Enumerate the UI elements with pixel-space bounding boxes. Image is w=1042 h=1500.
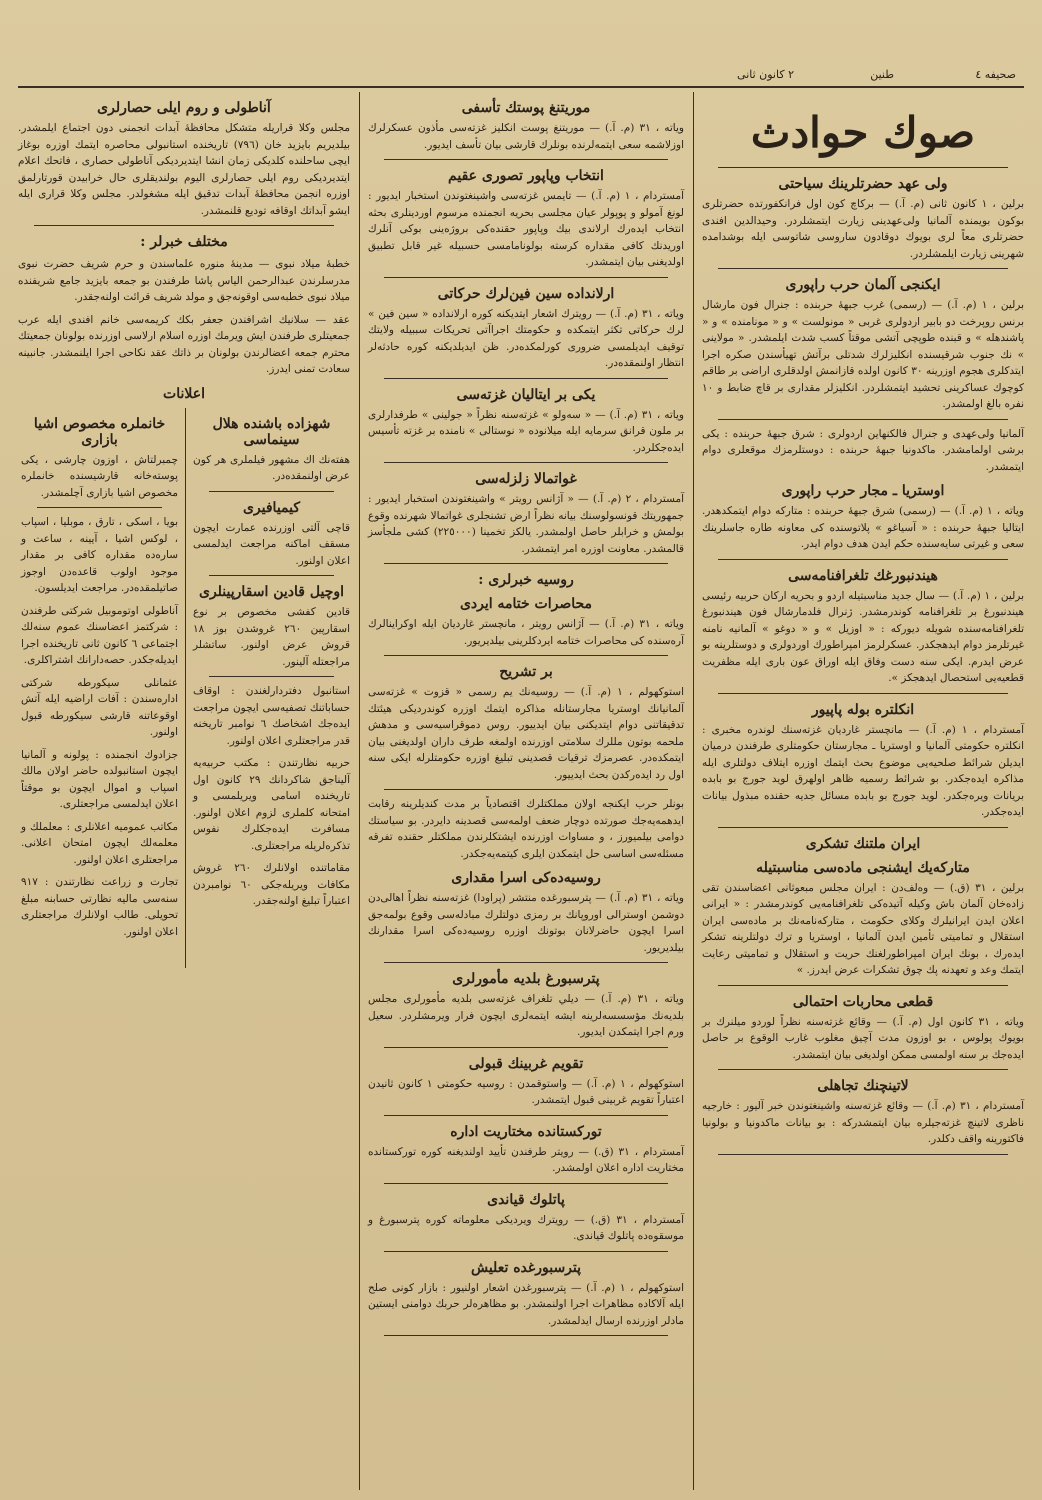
article-body: جزادوك انجمنده : پولونه و آلمانيا ايچون استانبولده حاضر اولان مالك اسپاب و اموال ايچون بو موقتاً اعلان ايدلمسى مراجعتلرى. xyxy=(21,748,178,810)
article xyxy=(364,1124,688,1177)
article-body: هفته‌نك اك مشهور فيلملرى هر كون عرض اولنمقده‌در. xyxy=(193,453,350,482)
article-title: انكلتره بوله پاپيور xyxy=(811,701,915,718)
divider xyxy=(718,1154,1008,1155)
article-title: انتخاب وپاپور تصورى عقيم xyxy=(448,168,604,184)
article xyxy=(364,870,688,956)
article-body: قاچى آلتى اوزرنده عمارت ايچون مسقف اماكنه مراجعت ايدلمسى اعلان اولنور. xyxy=(193,521,350,567)
article-title: پترسبورغ بلديه مأمورلرى xyxy=(452,971,600,987)
divider xyxy=(209,575,334,576)
divider xyxy=(718,559,1008,560)
article-title: توركستانده مختاريت اداره xyxy=(450,1123,602,1140)
article-body: وياته ، ٣١ كانون اول (م. آ.) — وقائع غزته‌سنه نظراً لوردو ميلنرك بر بويوك پولوس ، بو اوزون مدت آچيق مغلوب غارب الوقوع بر حاصل ايده‌جك بر سنه اولمسى ممكن اولديغى بيان ايتمشدر. xyxy=(702,1015,1024,1061)
article xyxy=(14,100,354,219)
article-body: عثمانلى سيكورطه شركتى اداره‌سندن : آفات اراضيه ايله آتش اوقوعاتنه قارشى سيكورطه قبول اولنور. xyxy=(21,676,178,738)
divider xyxy=(384,1251,668,1252)
article-body: حربيه نظارتندن : مكتب حربيه‌يه آليناجق شاكردانك ٢٩ كانون اول تاريخنده اسامى ويريلمسى و امتحانه كلملرى لزوم اعلان اولنور. مسافرت ايده‌جكلرك نفوس تذكره‌لريله مراجعتلرى. xyxy=(193,757,350,852)
article-title: هيندنبورغك تلغرافنامه‌سى xyxy=(788,567,938,584)
article xyxy=(17,874,182,940)
article-title: اعلانات xyxy=(163,385,205,402)
ads-area xyxy=(14,408,354,968)
article xyxy=(14,386,354,402)
divider xyxy=(718,693,1008,694)
divider xyxy=(718,985,1008,986)
article-title: قطعى محاربات احتمالى xyxy=(792,993,934,1010)
article-title: ايكنجى آلمان حرب راپورى xyxy=(785,277,941,293)
article-title: خانملره مخصوص اشيا بازارى xyxy=(33,415,166,448)
divider xyxy=(384,1335,668,1336)
divider xyxy=(718,268,1008,269)
divider xyxy=(718,1069,1008,1070)
page-label: صحيفه ٤ xyxy=(975,68,1016,81)
article-body: آمستردام ، ٢ (م. آ.) — « آژانس رويتر » واشينغتوندن استخبار ايديور : جمهوريتك قونسولوسنك بيانه نظراً ارض تشنجلرى غواتمالا شهرنده وقوع بولمش و خرابلر حاصل اولمشدر. يالكز تخمينا (٢٢٥٠٠٠) كشى ملجأسز قالمشدر. معاونت اوزره امر ايتمشدر. xyxy=(368,493,685,555)
article-title: ارلانداده سين فين‌لرك حركاتى xyxy=(437,285,615,302)
article-body: مجلس وكلا قراريله متشكل محافظۀ آبدات انجمنى دون اجتماع ايلمشدر. بيلديريم بايزيد خان (٧٩٦) تاريخنده استانبولى محاصره ايتمك اوزره بوغاز ايچى ساحلنده كلديكى زمان انشا ايتديرديكى آناطولى حصارى ، فاتحك اعلام ايتديرديكى روم ايلى حصارلرى اليوم بولنديقلرى حال خرابيدن قورتارلمق اوزره انجمن محافظۀ آبدات تدقيق ايله مشغولدر. مجلس وكلا قرارى ايله ايشو آبداتك اوقافه توديع قلنمشدر. xyxy=(18,122,350,217)
article-title: پاتلوك قياندى xyxy=(487,1191,565,1208)
article-title: موريتنغ پوستك تأسفى xyxy=(461,100,591,116)
article-body: آمستردام ، ٣١ (م. آ.) — وقائع غزته‌سنه واشينغتوندن خبر آليور : خارجيه ناظرى لاتينچ غزته‌جيلره بيان ايتمشدركه : بو بيانات ماكدونيا و بولونيا فاكتورينه واقف دكلدر. xyxy=(702,1100,1025,1145)
article-title: شهزاده باشنده هلال سينماسى xyxy=(212,415,331,448)
divider xyxy=(209,491,334,492)
article-title: مختلف خبرلر : xyxy=(140,234,228,250)
article-body: بونلر حرب ايكنجه اولان مملكتلرك اقتصادياً بر مدت كنديلرينه رقابت ايدهمه‌يه‌جك صورتده دوچار ضعف اولمه‌سى قصدينه دايردر. بو سياستك دوامى بيلميورز ، و مساوات اوزرنده ايشتكلرندن مملكتلر حقنده تفرقه مسئله‌سى اساسى حل ايتمكدن ايلرى كيتمه‌يه‌جكدر. xyxy=(368,798,684,860)
article-body: برلين ، ١ (م. آ.) — (رسمى) غرب جبهۀ حربنده : جنرال فون مارشال برنس روپرخت دو بابير اردولرى غربى « مونولست » و « مونامنده » و « پاشندهله » و قبنده طوپچى آتشى موقتاً كسب شدت ايلمشدر. « مولاينى » نك جنوب شرقيسنده انكليزلرك شدتلى برآتش تهيأسندن صكره اجرا ايتدكلرى هجوم اوزرينه ٣٠ كانون اولده قازانمش اولدقلرى اراضى بر طاقم كوچوك عساكرينى تحشيد ايتمشلردر. انكليزلر مقدارى بر قاچ ضابط و ١٠ نفره بالغ اولمشدر. xyxy=(702,299,1025,410)
article xyxy=(17,603,182,669)
article xyxy=(698,994,1028,1064)
divider xyxy=(209,676,334,677)
article-body: آناطولى اوتوموبيل شركتى طرفندن : شركتمز اعضاسنك عموم سنه‌لك اجتماعى ٦ كانون ثانى تاريخنده اجرا ايديله‌جكدر. حصه‌دارانك اشتراكلرى. xyxy=(21,604,178,666)
article xyxy=(698,1078,1028,1148)
article xyxy=(698,860,1028,979)
article-body: آمستردام ، ٣١ (ق.) — رويترك ويرديكى معلوماته كوره پترسبورغ و موسقوه‌ده پاتلوك قياندى. xyxy=(368,1213,684,1242)
article xyxy=(364,572,688,588)
article-body: مكاتب عموميه اعلانلرى : معلملك و معلمه‌لك ايچون امتحان اعلانى. مراجعتلرى اعلان اولنور. xyxy=(21,820,178,866)
article-body: استوكهولم ، ١ (م. آ.) — واستوقمدن : روسيه حكومتى ١ كانون ثانيدن اعتباراً تقويم غربينى قبول ايتمشدر. xyxy=(368,1077,684,1106)
divider xyxy=(384,655,668,656)
article-body: تجارت و زراعت نظارتندن : ٩١٧ سنه‌سى ماليه نظارتى حسابنه مبلغ تحويلى. طالب اولانلرك مراجعتلرى اعلان اولنور. xyxy=(21,876,178,938)
article xyxy=(364,1192,688,1245)
middle-column xyxy=(364,92,688,1490)
article xyxy=(364,1056,688,1109)
divider xyxy=(384,962,668,963)
article xyxy=(364,596,688,649)
article xyxy=(698,277,1028,413)
article-title: اوچيل قادين اسقارپينلرى xyxy=(198,584,345,600)
article xyxy=(189,416,354,485)
article xyxy=(364,286,688,372)
article-title: تقويم غربينك قبولى xyxy=(468,1055,584,1072)
article-title: آناطولى و روم ايلى حصارلرى xyxy=(97,100,271,116)
divider xyxy=(384,1047,668,1048)
article-title: يكى بر ايتاليان غزته‌سى xyxy=(456,386,596,403)
article xyxy=(14,312,354,378)
divider xyxy=(384,1183,668,1184)
article xyxy=(14,256,354,306)
article-body: برلين ، ١ كانون ثانى (م. آ.) — بركاچ كون اول فرانكفورتده حضرتلرى بوكون بو‌يمنده آلمانيا ولى‌عهدينى زيارت ايتمشلردر. وحيد‌الدين افندى حضرتلرى معاً لرى بويوك دوقادون ساروسى شاتوسى ايله بوشدامده شهرينى زيارت ايلمشلردر. xyxy=(702,198,1024,260)
ads-column-left xyxy=(17,408,182,968)
divider xyxy=(384,277,668,278)
article-title: محاصرات ختامه ايردى xyxy=(459,596,593,612)
article xyxy=(364,971,688,1041)
article-title: پترسبورغده تعليش xyxy=(470,1259,582,1276)
ads-column-right xyxy=(189,408,354,968)
article-title: ايران ملتنك تشكرى xyxy=(805,835,921,852)
issue-date: ٢ كانون ثانى xyxy=(737,68,794,81)
columns xyxy=(14,92,1028,1490)
article-title: اوستريا ـ مجار حرب راپورى xyxy=(781,483,945,499)
divider xyxy=(718,827,1008,828)
article xyxy=(698,483,1028,553)
article xyxy=(698,836,1028,852)
article-body: وياته ، ٣١ (م. آ.) — موريتنغ پوست انكليز غزته‌سى مأذون عسكرلرك اوزلاشمه سعى ايتمه‌لرنده بونلرك قارشى بيان تأسف ايديور. xyxy=(368,122,684,151)
article-body: آلمانيا ولى‌عهدى و جنرال فالكنهاين اردولرى : شرق جبهۀ حربنده : يكى برشى اولمامشدر. ماكدونيا جبهۀ حربنده : دوستلرمزك موقعلرى دوام ايتمشدر. xyxy=(702,427,1024,473)
article-body: عقد — سلانيك اشرافندن جعفر بكك كريمه‌سى خانم افندى ايله عرب جمعيتلرى طرفندن ايش ويرمك اوزره اسلام ارلاسى اوزرنده بولونان جمعيتك محترم جمعه اعضالرندن بولونان بر ذاتك عقد نكاحى اجرا ايلنمشدر. جانبينه سعادت تمنى ايدرز. xyxy=(18,313,350,375)
divider xyxy=(384,159,668,160)
article-body: بويا ، اسكى ، تارق ، موبليا ، اسپاب ، لوكس اشيا ، آيينه ، ساعت و ساره‌ده مقداره كافى بر مقدار موجود اولوب قاعده‌دن اوجوز صاتيلمقده‌در. مراجعت ايديلسون. xyxy=(21,516,178,594)
article xyxy=(189,860,354,910)
article xyxy=(364,796,688,862)
article xyxy=(189,500,354,570)
right-column xyxy=(698,92,1028,1490)
divider xyxy=(384,378,668,379)
article-title: لاتينچنك تجاهلى xyxy=(817,1078,909,1094)
article xyxy=(364,664,688,783)
article xyxy=(17,514,182,597)
article xyxy=(698,176,1028,262)
article-title: متاركه‌يك ايشنجى ماده‌سى مناسبتيله xyxy=(756,859,970,876)
article-title: ولى عهد حضرتلرينك سياحتى xyxy=(778,176,948,192)
article-body: مقاماتنده اولانلرك ٢٦٠ غروش مكافات ويريله‌جكى ٦٠ نوامبردن اعتباراً تبليغ اولنه‌جقدر. xyxy=(193,862,351,907)
divider xyxy=(34,225,334,226)
article-body: وياته ، ٣١ (م. آ.) — آژانس رويتر ، مانچستر غارديان ايله اوكراينالرك آرەسنده كى محاصرات ختامه ايردكلرينى بيلديريور. xyxy=(368,618,685,647)
article-body: آمستردام ، ١ (م. آ.) — تايمس غزته‌سى واشينغتوندن استخبار ايديور : لونغ آمولو و پوپولر عيان مجلسى بحريه انجمنده مرسوم اوردينلرى بحثه انتخاب ايده‌رك ارلاندى بيك وپاپور حقنده‌كى بروژه‌ينى بوكى آنلرك اوريدنك كافى مقداره كرسته بولونامامسى حسبيله غير قابل تطبيق اولديغنى بيان ايتمشدر. xyxy=(368,190,685,268)
article-body: برلين ، ٣١ (ق.) — وه‌لف‌دن : ايران مجلس مبعوثانى اعضاسندن تقى زاده‌خان آلمان باش وكيله آتيده‌كى تلغرافنامه‌يى كوندرمشدر : « ايرانى اعلان ايدن ايرانيلرك وكلاى حكومت ، متاركه‌نامه‌نك بر ماده‌سى ايران استقلال و تماميتى تأمين ايدن آلمانيا ، اوستريا و ترك دولتلرينه تشكر ايده‌رك ، بونك ايران امپراطورلغنك حريت و استقلال و تماميتى رعايت ايتمك وعد و تعهدنه پك چوق تشكرات عرض ايدرز. » xyxy=(702,881,1025,976)
divider xyxy=(37,507,162,508)
article-title: بر تشريح xyxy=(499,664,553,680)
article-body: وياته ، ٣١ (م. آ.) — « سه‌ولو » غزته‌سنه نظراً « جولينى » طرفدارلرى بر ملون قرانق سرمايه ايله ميلانوده « نوستالى » نامنده بر غزته تأسيس ايده‌جكلردر. xyxy=(368,408,685,454)
divider xyxy=(384,462,668,463)
article-title: غواتمالا زلزله‌سى xyxy=(475,471,577,487)
divider xyxy=(384,1115,668,1116)
article-body: وياته ، ٣١ (م. آ.) — ديلي تلغراف غزته‌سى بلديه مأمورلرى مجلس بلديه‌نك مؤسسسه‌لرينه ايشه ايتمه‌لرى ايچون فرار ويرمشلردر. سعيل ورم اجرا ايتمكدن ايديور. xyxy=(368,993,684,1038)
left-column xyxy=(14,92,354,1490)
divider xyxy=(718,419,1008,420)
article xyxy=(364,387,688,457)
article xyxy=(364,168,688,271)
article xyxy=(17,819,182,869)
article-body: وياته ، ٣١ (م. آ.) — پترسبورغده منتشر (پراودا) غزته‌سنه نظراً اهالى‌دن دوشمن اوسترالى اوروپانك بر رمزى دولتلرك مبادله‌سى وقوع بولمه‌جق اسرا ايچون حاضرلانان بوتونك اوزره روسيه‌ده‌كى اسرا مقدارنك بيلديريور. xyxy=(368,892,684,954)
article xyxy=(364,1260,688,1330)
article xyxy=(698,426,1028,476)
article xyxy=(189,755,354,854)
article xyxy=(17,747,182,813)
article-body: استانبول دفتردارلغندن : اوقاف حساباتنك تصفيه‌سى ايچون مراجعت ايده‌جك اشخاصك ٦ نوامبر تاريخنه قدر مراجعتلرى اعلان اولنور. xyxy=(193,685,350,747)
article-title: كيميافيرى xyxy=(242,499,301,516)
page-header xyxy=(18,60,1024,88)
article-body: خطبۀ ميلاد نبوى — مدينۀ منوره علماسندن و حرم شريف حضرت نبوى مدرسلرندن عبدالرحمن الياس پاشا طرفندن بو جمعه بايزيد جامع شريفنده ميلاد نبوى خطبه‌سى اوقونه‌جق و مولد شريف قرائت اولنه‌جقدر. xyxy=(18,258,350,303)
article-body: وياته ، ١ (م. آ.) — (رسمى) شرق جبهۀ حربنده : متاركه دوام ايتمكدهدر. ايتاليا جبهۀ حربنده : « آسياغو » پلاتوسنده كى معاونه طاره جاسلرينك سعى و غيرتى سايه‌سنده حكم ايدن هدف دوام ايدر. xyxy=(702,505,1024,550)
article-title: روسيه‌ده‌كى اسرا مقدارى xyxy=(451,870,601,886)
masthead: صوك حوادث xyxy=(750,108,976,157)
article xyxy=(17,675,182,741)
article-body: وياته ، ٣١ (م. آ.) — رويترك اشعار ايتديكنه كوره ارلانداده « سين فين » لرك حركاتى تكثر ايتمكده و حكومتك اجراآتى تحريكات سببيله ولايتك توقيف ايديلمسى ضرورى كورلمكده‌در. ظن ايديلديكنه كوره حادثه‌لر انتظار اولنمقده‌در. xyxy=(368,307,685,369)
paper-name: طنين xyxy=(870,68,894,81)
article-body: چمبرلتاش ، اوزون چارشى ، يكى پوسته‌خانه قارشيسنده خانملره مخصوص اشيا بازارى آچلمشدر. xyxy=(21,453,178,499)
article-body: قادين كفشى مخصوص بر نوع اسقارپين ٢٦٠ غروشدن بوز ١٨ قروش عرض اولنور. ساتشلر مراجعتله آلينور. xyxy=(193,606,351,668)
article xyxy=(364,100,688,153)
article-body: آمستردام ، ١ (م. آ.) — مانچستر غارديان غزته‌سنك لوندره مخبرى : انكلتره حكومتى آلمانيا و اوستريا ـ مجارستان حكومتلرى طرفندن درميان ايديلن شرائط صلحيه‌يى موضوع بحث ايتمك اوزره ايتلاف دولتلرى ايله مذاكره ايده‌جكدر. بو شرائط رسميه ظاهر اولهرق لويد جورج بو بابده بريانات ويره‌جكدر. لويد جورج بو بابده مسائل جديه حقنده مبذول بيانات ايده‌جكدر. xyxy=(702,723,1024,818)
article xyxy=(17,416,182,502)
article xyxy=(14,234,354,250)
article-body: آمستردام ، ٣١ (ق.) — رويتر طرفندن تأييد اولنديغنه كوره توركستانده مختاريت اداره اعلان اولمشدر. xyxy=(368,1145,685,1174)
divider xyxy=(384,563,668,564)
article-title: روسيه خبرلرى : xyxy=(478,572,574,588)
article xyxy=(189,683,354,749)
article-body: استوكهولم ، ١ (م. آ.) — روسيه‌نك يم رسمى « قزوت » غزته‌سى آلمانيانك اوستريا مجارستانله مذاكره ايتمك اوزره كوندرديكى هيئتك تدقيقاتنى دوام ايتديكنى بيان ايدييور. روس دموقراسيه‌سى و مدهش ملحمه بوتون مللرك سلامتى اوزرنده اولمغه طرف داران اولديغنى بيان ايتمكده‌در. عصرمزك ترقيات قصدينى تبليغ اوزره حكومتلرله ايكى سنه اول رد ايده‌ركدن بحث ايدييور. xyxy=(368,686,684,781)
article xyxy=(364,471,688,557)
article-body: استوكهولم ، ١ (م. آ.) — پترسبورغدن اشعار اولنيور : بازار كونى صلح ايله آلاكاده مظاهرات اجرا اولنمشدر. بو مظاهره‌لر حربك دوامنى ايستين مادلر اوزرنده ارسال ايدلمشدر. xyxy=(368,1281,684,1327)
article xyxy=(698,702,1028,821)
article xyxy=(698,568,1028,687)
article-body: برلين ، ١ (م. آ.) — سال جديد مناسبتيله اردو و بحريه اركان حربيه رئيسى هيندنبورغ بر تلغرافنامه كوندرمشدر. ژنرال فلدمارشال فون هيندنبورغ تلغرافنامه‌سنده شويله ديوركه : « اوزيل » و « دوغو » آلمانيه نامنه غيرتلرمز دوام ايدهجكدر. عسكرلرمز امپراطورك اوردولرى و دوستلرينه بو عرض ايدرم. ايكى سنه دست وفاق ايله اوراق عون بارى ايله مظفريت قطعيه‌يى استحصال ايدهجكز ». xyxy=(702,589,1024,684)
divider xyxy=(384,789,668,790)
article xyxy=(189,584,354,670)
